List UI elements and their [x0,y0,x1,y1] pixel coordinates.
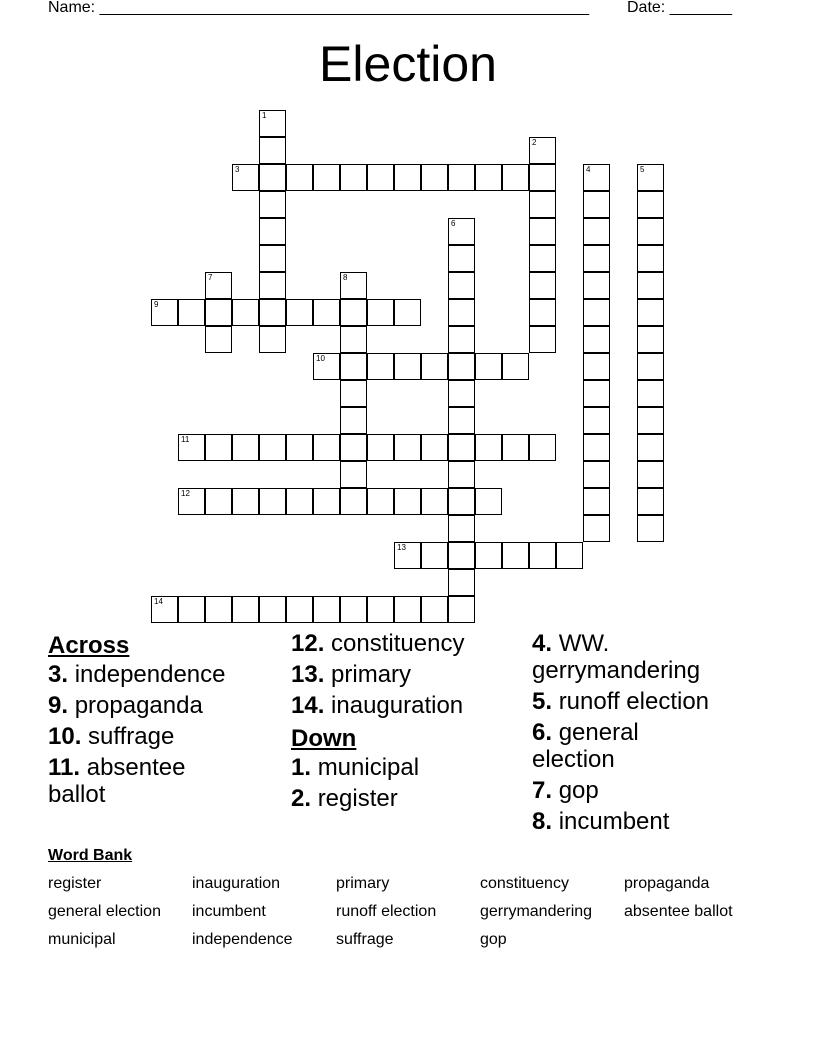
crossword-cell[interactable] [232,596,259,623]
crossword-cell[interactable] [583,353,610,380]
cell-number: 12 [181,489,190,498]
crossword-cell[interactable] [583,299,610,326]
crossword-cell[interactable] [637,515,664,542]
crossword-cell[interactable] [367,164,394,191]
name-field-label: Name: _______________________________________________________ [48,0,589,16]
crossword-cell[interactable] [448,515,475,542]
crossword-cell[interactable] [637,461,664,488]
crossword-cell[interactable] [475,164,502,191]
cell-number: 5 [640,165,645,174]
crossword-cell[interactable] [637,218,664,245]
crossword-cell[interactable] [259,137,286,164]
cell-number: 14 [154,597,163,606]
crossword-cell[interactable] [259,272,286,299]
crossword-cell[interactable] [583,191,610,218]
crossword-cell[interactable] [259,299,286,326]
crossword-cell[interactable] [367,434,394,461]
cell-number: 3 [235,165,240,174]
crossword-cell[interactable] [448,542,475,569]
clue-item: 7. gop [532,777,599,804]
clue-column-3 [532,630,762,839]
crossword-cell[interactable] [583,164,610,191]
crossword-cell[interactable] [313,164,340,191]
crossword-cell[interactable] [340,299,367,326]
crossword-cell[interactable] [448,596,475,623]
crossword-cell[interactable] [583,488,610,515]
clue-item: 8. incumbent [532,808,670,835]
crossword-cell[interactable] [529,164,556,191]
crossword-cell[interactable] [367,596,394,623]
crossword-cell[interactable] [583,515,610,542]
word-bank-title: Word Bank [48,847,133,864]
word-bank-item: primary [336,875,390,892]
crossword-cell[interactable] [448,461,475,488]
crossword-cell[interactable] [637,272,664,299]
crossword-cell[interactable] [259,245,286,272]
crossword-cell[interactable] [259,218,286,245]
crossword-cell[interactable] [448,299,475,326]
crossword-cell[interactable] [286,434,313,461]
word-bank-item: inauguration [192,875,281,892]
crossword-cell[interactable] [205,299,232,326]
crossword-cell[interactable] [637,407,664,434]
crossword-cell[interactable] [340,596,367,623]
crossword-cell[interactable] [421,488,448,515]
crossword-cell[interactable] [637,326,664,353]
crossword-cell[interactable] [502,353,529,380]
crossword-cell[interactable] [637,245,664,272]
clue-column-2 [291,630,521,816]
crossword-cell[interactable] [637,299,664,326]
crossword-cell[interactable] [448,326,475,353]
crossword-cell[interactable] [529,218,556,245]
crossword-cell[interactable] [205,488,232,515]
crossword-cell[interactable] [313,596,340,623]
crossword-cell[interactable] [529,434,556,461]
crossword-cell[interactable] [340,434,367,461]
cell-number: 4 [586,165,591,174]
crossword-cell[interactable] [448,569,475,596]
crossword-cell[interactable] [313,299,340,326]
crossword-cell[interactable] [583,245,610,272]
crossword-cell[interactable] [637,353,664,380]
crossword-cell[interactable] [421,542,448,569]
word-bank-item: constituency [480,875,569,892]
crossword-cell[interactable] [394,164,421,191]
crossword-cell[interactable] [529,542,556,569]
crossword-cell[interactable] [448,272,475,299]
clue-item: 5. runoff election [532,688,710,715]
crossword-cell[interactable] [367,353,394,380]
crossword-cell[interactable] [394,488,421,515]
cell-number: 8 [343,273,348,282]
crossword-cell[interactable] [259,488,286,515]
crossword-cell[interactable] [421,164,448,191]
crossword-cell[interactable] [475,353,502,380]
crossword-cell[interactable] [178,488,205,515]
crossword-cell[interactable] [529,191,556,218]
crossword-cell[interactable] [448,245,475,272]
crossword-cell[interactable] [286,488,313,515]
clue-item: 1. municipal [291,754,420,781]
crossword-cell[interactable] [394,434,421,461]
crossword-cell[interactable] [556,542,583,569]
crossword-cell[interactable] [637,191,664,218]
word-bank-item: gerrymandering [480,903,593,920]
crossword-cell[interactable] [583,218,610,245]
crossword-cell[interactable] [448,407,475,434]
word-bank-item: runoff election [336,903,437,920]
crossword-cell[interactable] [448,488,475,515]
crossword-cell[interactable] [583,434,610,461]
crossword-cell[interactable] [529,299,556,326]
crossword-cell[interactable] [313,488,340,515]
crossword-cell[interactable] [394,353,421,380]
crossword-cell[interactable] [232,299,259,326]
cell-number: 10 [316,354,325,363]
clue-item: 4. WW. gerrymandering [532,630,701,684]
crossword-cell[interactable] [340,488,367,515]
cell-number: 7 [208,273,213,282]
crossword-cell[interactable] [340,326,367,353]
word-bank-item: incumbent [192,903,266,920]
crossword-cell[interactable] [340,407,367,434]
crossword-cell[interactable] [529,326,556,353]
crossword-cell[interactable] [340,164,367,191]
crossword-cell[interactable] [286,164,313,191]
crossword-cell[interactable] [394,299,421,326]
clue-item: 11. absentee ballot [48,754,186,808]
crossword-cell[interactable] [259,164,286,191]
clue-item: 13. primary [291,661,412,688]
across-heading: Across [48,632,130,659]
crossword-cell[interactable] [205,272,232,299]
crossword-cell[interactable] [583,326,610,353]
crossword-cell[interactable] [205,326,232,353]
crossword-cell[interactable] [475,542,502,569]
crossword-cell[interactable] [340,272,367,299]
crossword-cell[interactable] [367,299,394,326]
word-bank-item: propaganda [624,875,710,892]
cell-number: 11 [181,435,190,444]
date-field-label: Date: _______ [627,0,732,16]
crossword-cell[interactable] [475,434,502,461]
cell-number: 1 [262,111,267,120]
crossword-cell[interactable] [637,434,664,461]
crossword-cell[interactable] [421,434,448,461]
crossword-cell[interactable] [259,110,286,137]
clue-column-1 [48,630,278,812]
word-bank-item: suffrage [336,931,394,948]
crossword-cell[interactable] [448,164,475,191]
clue-item: 10. suffrage [48,723,175,750]
crossword-cell[interactable] [178,299,205,326]
word-bank-item: general election [48,903,161,920]
cell-number: 9 [154,300,159,309]
clue-item: 6. general election [532,719,639,773]
crossword-cell[interactable] [583,380,610,407]
crossword-cell[interactable] [313,434,340,461]
cell-number: 6 [451,219,456,228]
word-bank-item: register [48,875,102,892]
clue-item: 14. inauguration [291,692,464,719]
crossword-cell[interactable] [232,434,259,461]
crossword-cell[interactable] [475,488,502,515]
crossword-cell[interactable] [421,353,448,380]
crossword-cell[interactable] [637,164,664,191]
word-bank-item: absentee ballot [624,903,733,920]
clue-item: 2. register [291,785,398,812]
crossword-cell[interactable] [259,434,286,461]
word-bank-item: gop [480,931,507,948]
word-bank-item: independence [192,931,293,948]
crossword-cell[interactable] [529,272,556,299]
crossword-cell[interactable] [178,434,205,461]
crossword-cell[interactable] [529,245,556,272]
crossword-cell[interactable] [259,191,286,218]
crossword-cell[interactable] [448,353,475,380]
crossword-cell[interactable] [421,596,448,623]
crossword-cell[interactable] [286,596,313,623]
crossword-cell[interactable] [394,596,421,623]
cell-number: 2 [532,138,537,147]
crossword-cell[interactable] [151,299,178,326]
crossword-cell[interactable] [205,596,232,623]
crossword-cell[interactable] [529,137,556,164]
down-heading: Down [291,725,357,752]
crossword-cell[interactable] [232,164,259,191]
crossword-cell[interactable] [205,434,232,461]
crossword-cell[interactable] [259,326,286,353]
crossword-cell[interactable] [313,353,340,380]
crossword-cell[interactable] [448,218,475,245]
crossword-cell[interactable] [259,596,286,623]
crossword-cell[interactable] [637,380,664,407]
crossword-cell[interactable] [502,542,529,569]
cell-number: 13 [397,543,406,552]
crossword-cell[interactable] [286,299,313,326]
clue-item: 3. independence [48,661,226,688]
crossword-cell[interactable] [637,488,664,515]
crossword-cell[interactable] [340,353,367,380]
crossword-cell[interactable] [583,407,610,434]
crossword-cell[interactable] [502,164,529,191]
crossword-cell[interactable] [367,488,394,515]
word-bank-item: municipal [48,931,116,948]
crossword-cell[interactable] [178,596,205,623]
crossword-cell[interactable] [340,380,367,407]
crossword-cell[interactable] [583,272,610,299]
crossword-cell[interactable] [448,380,475,407]
crossword-cell[interactable] [448,434,475,461]
crossword-cell[interactable] [394,542,421,569]
crossword-cell[interactable] [502,434,529,461]
clue-item: 9. propaganda [48,692,203,719]
clue-item: 12. constituency [291,630,465,657]
crossword-cell[interactable] [151,596,178,623]
crossword-cell[interactable] [232,488,259,515]
crossword-cell[interactable] [340,461,367,488]
page-title: Election [319,36,497,92]
crossword-cell[interactable] [583,461,610,488]
